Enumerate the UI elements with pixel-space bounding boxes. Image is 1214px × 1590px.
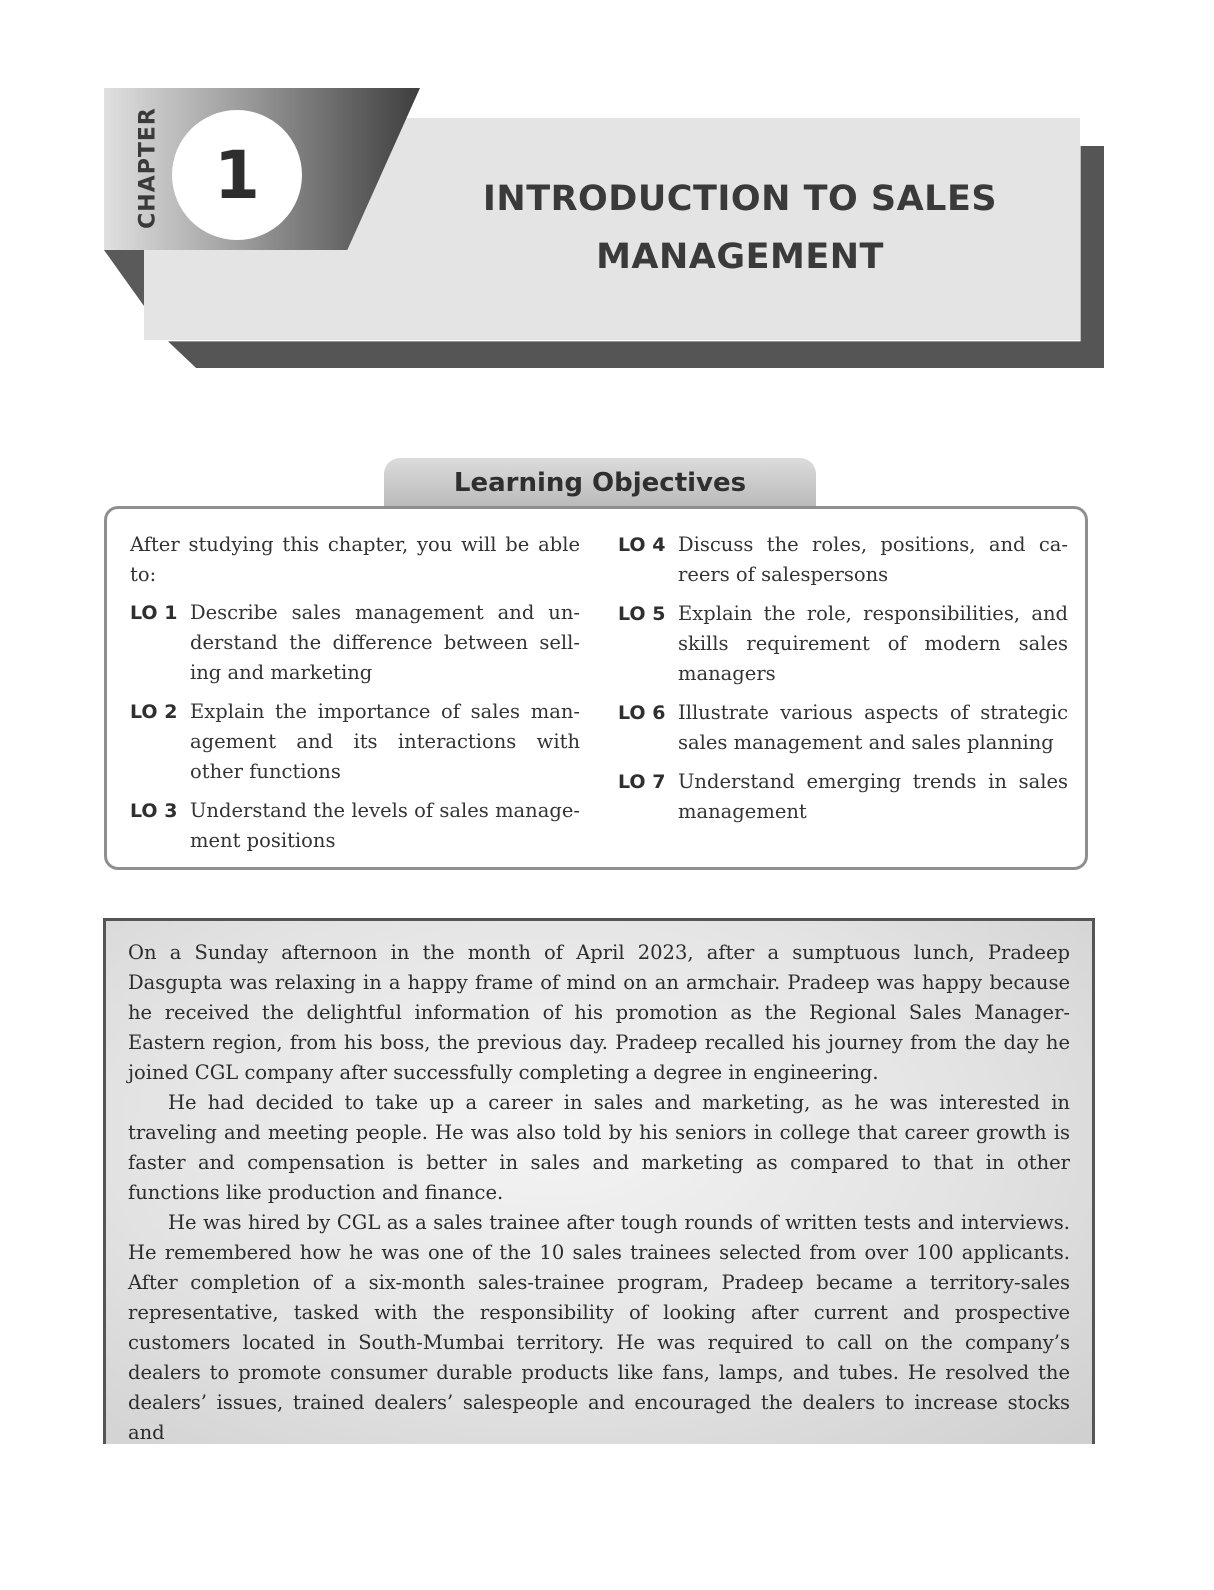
opening-case-text (128, 938, 1070, 1448)
learning-objective-item (130, 598, 580, 688)
chapter-number: 1 (172, 110, 302, 240)
learning-objectives-intro: After studying this chapter, you will be able to: (130, 533, 580, 586)
learning-objective-code: LO 2 (130, 701, 178, 723)
learning-objective-text: Describe sales management and understand the difference between selling and marketing (190, 601, 580, 684)
chapter-title (440, 170, 1040, 286)
learning-objective-code: LO 7 (618, 771, 666, 793)
learning-objective-item (618, 599, 1068, 689)
case-paragraph: He was hired by CGL as a sales trainee after tough rounds of written tests and interviews. He remembered how he was one of the 10 sales trainees selected from over 100 applicants. After completion of a six-month sales-trainee program, Pradeep became a territory-sales representative, tasked with the responsibility of looking after current and prospective customers located in South-Mumbai territory. He was required to call on the company’s dealers to promote consumer durable products like fans, lamps, and tubes. He resolved the dealers’ issues, trained dealers’ salespeople and encouraged the dealers to increase stocks and (128, 1211, 1070, 1444)
learning-objectives-left-column (130, 530, 580, 865)
learning-objective-text: Understand the levels of sales management positions (190, 799, 580, 852)
learning-objective-text: Explain the importance of sales management and its interactions with other functions (190, 700, 580, 783)
chapter-title-line-1: INTRODUCTION TO SALES (482, 179, 998, 219)
learning-objective-code: LO 5 (618, 603, 666, 625)
case-paragraph: On a Sunday afternoon in the month of April 2023, after a sumptuous lunch, Pradeep Dasgupta was relaxing in a happy frame of mind on an armchair. Pradeep was happy because he received the delightful information of his promotion as the Regional Sales Manager-Eastern region, from his boss, the previous day. Pradeep recalled his journey from the day he joined CGL company after successfully completing a degree in engineering. (128, 941, 1070, 1084)
chapter-title-line-2: MANAGEMENT (596, 237, 884, 277)
learning-objective-text: Understand emerging trends in sales management (678, 770, 1068, 823)
learning-objective-code: LO 1 (130, 602, 178, 624)
learning-objectives-right-column (618, 530, 1068, 836)
learning-objective-item (130, 697, 580, 787)
chapter-label: CHAPTER (135, 107, 161, 229)
learning-objective-item (618, 698, 1068, 758)
learning-objective-code: LO 3 (130, 800, 178, 822)
learning-objective-item (618, 530, 1068, 590)
learning-objective-code: LO 6 (618, 702, 666, 724)
learning-objective-text: Discuss the roles, positions, and careers of salespersons (678, 533, 1068, 586)
chapter-tab-fold (104, 250, 144, 306)
learning-objective-item (618, 767, 1068, 827)
learning-objective-text: Explain the role, responsibilities, and skills requirement of modern sales managers (678, 602, 1068, 685)
learning-objectives-label: Learning Objectives (384, 458, 816, 508)
learning-objective-code: LO 4 (618, 534, 666, 556)
learning-objective-item (130, 796, 580, 856)
learning-objective-text: Illustrate various aspects of strategic sales management and sales planning (678, 701, 1068, 754)
case-paragraph: He had decided to take up a career in sales and marketing, as he was interested in traveling and meeting people. He was also told by his seniors in college that career growth is faster and compensation is better in sales and marketing as compared to that in other functions like production and finance. (128, 1091, 1070, 1204)
